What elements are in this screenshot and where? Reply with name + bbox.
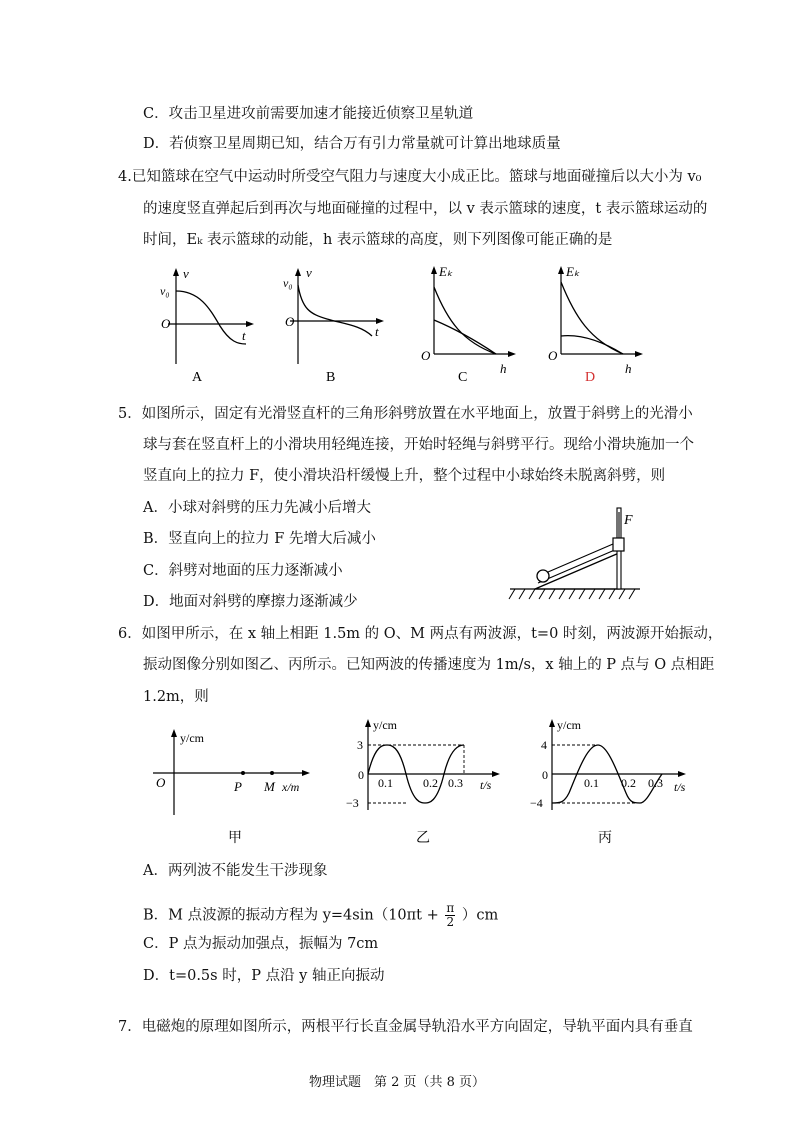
q5-option-c: C．斜劈对地面的压力逐渐减小 <box>143 563 343 579</box>
graph-a-origin: O <box>161 316 171 331</box>
q6-option-c: C．P 点为振动加强点，振幅为 7cm <box>143 936 379 952</box>
q4-stem-line2: 的速度竖直弹起后到再次与地面碰撞的过程中，以 v 表示篮球的速度，t 表示篮球运动的 <box>143 201 708 217</box>
q6-option-b <box>143 902 498 929</box>
bing-x-label: t/s <box>674 780 686 794</box>
q5-option-a: A．小球对斜劈的压力先减小后增大 <box>143 500 371 516</box>
yi-top-value: 3 <box>357 738 363 752</box>
q3-option-c: C．攻击卫星进攻前需要加速才能接近侦察卫星轨道 <box>143 106 474 122</box>
graph-b-x-label: t <box>375 324 379 339</box>
bing-top-value: 4 <box>541 738 547 752</box>
bing-caption: 丙 <box>598 831 612 846</box>
q6-option-b-unit: ）cm <box>461 907 499 924</box>
bing-tick-2: 0.2 <box>621 776 636 790</box>
page-footer: 物理试题 第 2 页（共 8 页） <box>308 1075 486 1090</box>
q6-option-d: D．t=0.5s 时，P 点沿 y 轴正向振动 <box>143 968 385 984</box>
q5-option-d: D．地面对斜劈的摩擦力逐渐减少 <box>143 594 358 610</box>
graph-b-origin: O <box>285 314 295 329</box>
q5-stem-line1: 5．如图所示，固定有光滑竖直杆的三角形斜劈放置在水平地面上，放置于斜劈上的光滑小 <box>118 406 693 422</box>
jia-origin: O <box>156 775 166 790</box>
yi-tick-1: 0.1 <box>378 776 393 790</box>
graph-c-caption: C <box>458 370 468 385</box>
yi-x-label: t/s <box>480 778 492 792</box>
yi-bottom-value: −3 <box>346 796 359 810</box>
q5-stem-line2: 球与套在竖直杆上的小滑块用轻绳连接，开始时轻绳与斜劈平行。现给小滑块施加一个 <box>143 437 694 453</box>
q5-stem-line3: 竖直向上的拉力 F，使小滑块沿杆缓慢上升，整个过程中小球始终未脱离斜劈，则 <box>143 468 666 484</box>
jia-caption: 甲 <box>228 831 242 846</box>
graph-d-origin: O <box>548 348 558 363</box>
q4-stem-line1: 4.已知篮球在空气中运动时所受空气阻力与速度大小成正比。篮球与地面碰撞后以大小为 v₀ <box>118 169 702 185</box>
q3-option-d: D．若侦察卫星周期已知，结合万有引力常量就可计算出地球质量 <box>143 136 561 152</box>
q5-wedge-figure <box>505 500 645 605</box>
q6-option-b-text: B．M 点波源的振动方程为 y=4sin（10πt + <box>143 907 439 924</box>
yi-tick-2: 0.2 <box>423 776 438 790</box>
q6-stem-line1: 6．如图甲所示，在 x 轴上相距 1.5m 的 O、M 两点有两波源，t=0 时刻，两波源开始振动， <box>118 626 723 642</box>
yi-y-label: y/cm <box>373 718 397 732</box>
q7-stem-line1: 7．电磁炮的原理如图所示，两根平行长直金属导轨沿水平方向固定，导轨平面内具有垂直 <box>118 1019 693 1035</box>
graph-a-caption: A <box>192 370 203 385</box>
bing-bottom-value: −4 <box>530 796 543 810</box>
q6-figure-jia <box>148 725 318 850</box>
yi-tick-3: 0.3 <box>448 776 463 790</box>
graph-d-caption: D <box>585 370 596 385</box>
fraction-numerator: π <box>446 901 455 915</box>
q4-graph-c <box>418 262 528 389</box>
jia-x-label: x/m <box>282 780 300 794</box>
graph-c-x-label: h <box>500 361 507 376</box>
q4-graph-b <box>282 264 392 389</box>
bing-tick-3: 0.3 <box>648 776 663 790</box>
fraction-denominator: 2 <box>446 915 455 929</box>
graph-b-y-label: v <box>306 265 312 280</box>
bing-tick-1: 0.1 <box>584 776 599 790</box>
graph-a-v0-label: v₀ <box>160 284 170 298</box>
q6-figure-yi <box>338 715 508 850</box>
q6-option-a: A．两列波不能发生干涉现象 <box>143 863 328 879</box>
q4-graph-d <box>545 262 655 389</box>
graph-c-y-label: Eₖ <box>439 264 453 279</box>
q6-option-b-fraction <box>445 902 455 929</box>
q4-stem-line3: 时间，Eₖ 表示篮球的动能，h 表示篮球的高度，则下列图像可能正确的是 <box>143 232 613 248</box>
q5-force-label: F <box>624 513 633 528</box>
jia-point-m: M <box>264 779 275 794</box>
yi-caption: 乙 <box>416 831 430 846</box>
graph-d-y-label: Eₖ <box>566 264 580 279</box>
graph-c-origin: O <box>421 348 431 363</box>
graph-a-y-label: v <box>183 266 189 281</box>
q6-stem-line3: 1.2m，则 <box>143 689 209 705</box>
q6-figure-bing <box>522 715 697 850</box>
q4-graph-a <box>150 264 260 389</box>
graph-a-x-label: t <box>242 328 246 343</box>
jia-point-p: P <box>234 779 242 794</box>
graph-b-caption: B <box>326 370 336 385</box>
q5-option-b: B．竖直向上的拉力 F 先增大后减小 <box>143 531 376 547</box>
yi-zero: 0 <box>358 768 364 782</box>
graph-d-x-label: h <box>625 361 632 376</box>
graph-b-v0-label: v₀ <box>283 276 293 290</box>
bing-y-label: y/cm <box>557 718 581 732</box>
bing-zero: 0 <box>542 768 548 782</box>
jia-y-label: y/cm <box>180 731 204 745</box>
q6-stem-line2: 振动图像分别如图乙、丙所示。已知两波的传播速度为 1m/s，x 轴上的 P 点与 O 点相距 <box>143 657 715 673</box>
